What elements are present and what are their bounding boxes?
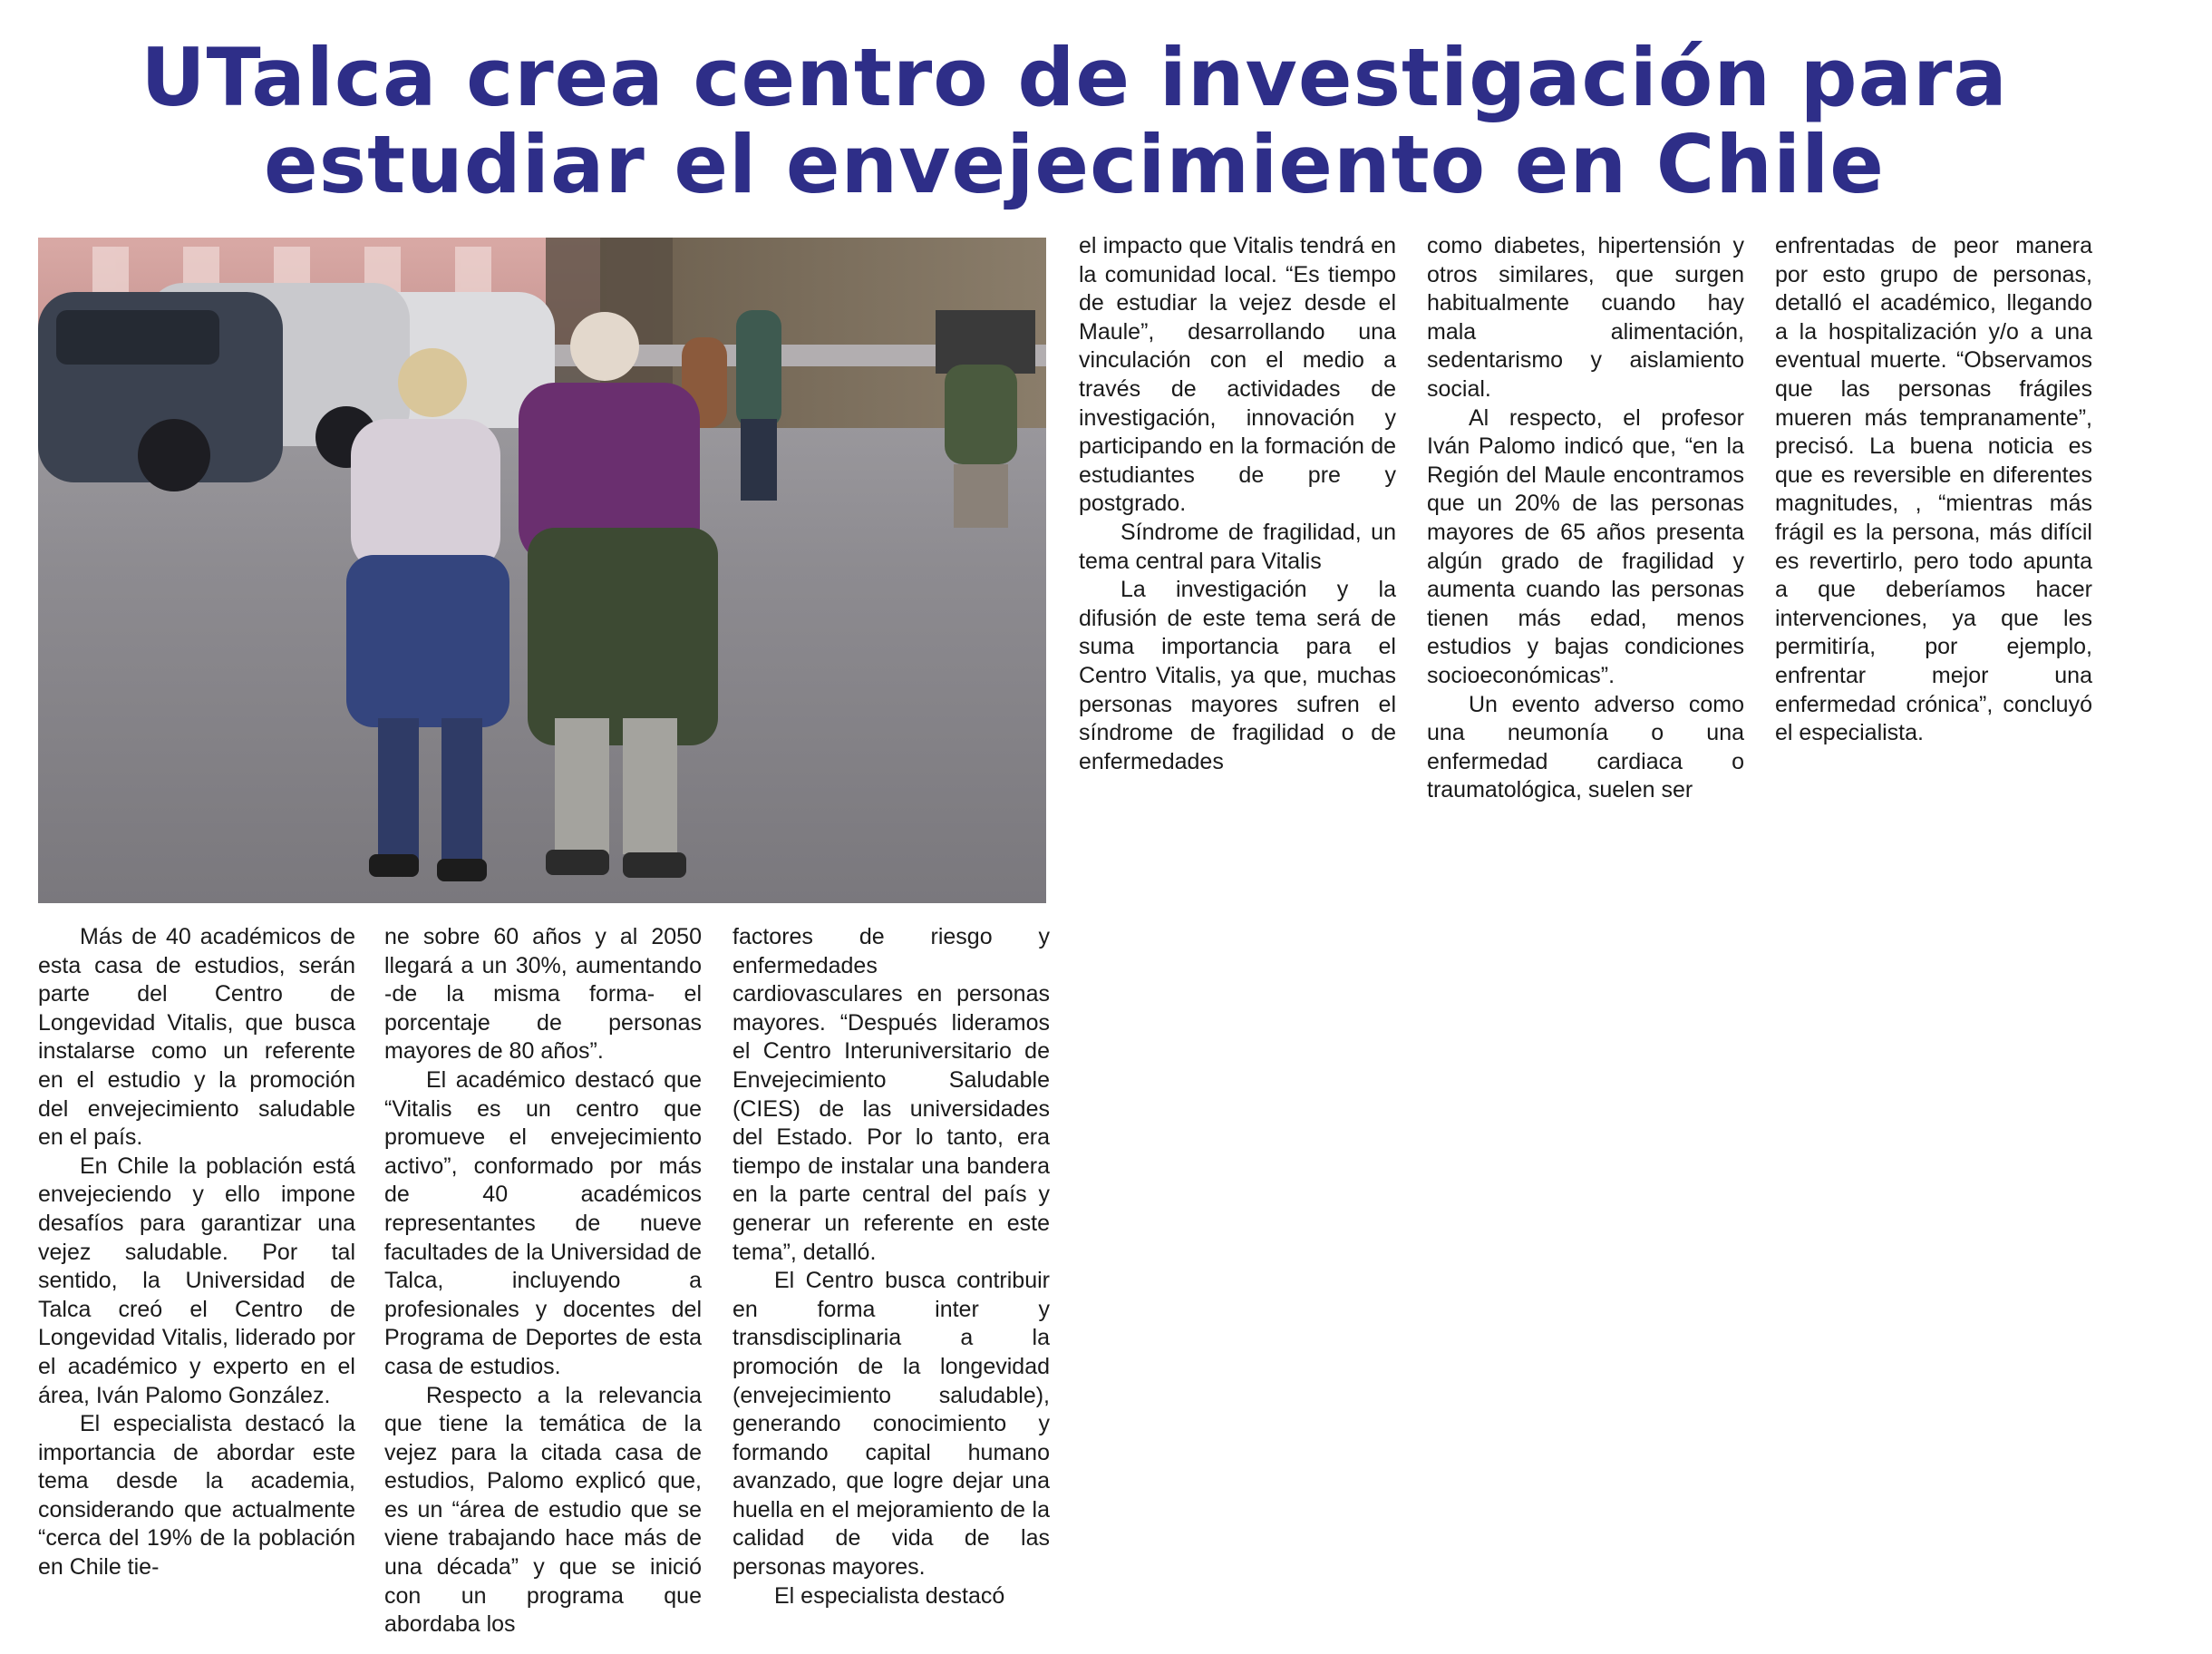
article-column-2 — [384, 923, 702, 1639]
headline-line-1: UTalca crea centro de investigación para — [141, 31, 2008, 124]
article-column-3 — [732, 923, 1050, 1610]
paragraph: El académico destacó que “Vitalis es un centro que promueve el envejecimiento activo”, conformado por más de 40 académicos representantes de nueve facultades de la Universidad de Talca, incluyendo a profesionales y docentes del Programa de Deportes de esta casa de estudios. — [384, 1066, 702, 1379]
paragraph: El Centro busca contribuir en forma inter y transdisciplinaria a la promoción de la longevidad (envejecimiento saludable), generando conocimiento y formando capital humano avanzado, que logre dejar una huella en el mejoramiento de la calidad de vida de las personas mayores. — [732, 1268, 1050, 1581]
subheading: Síndrome de fragilidad, un tema central para Vitalis — [1079, 519, 1396, 574]
paragraph: enfrentadas de peor manera por esto grupo de personas, detalló el académico, llegando a la hospitalización y/o a una eventual muerte. “Observamos que las personas frágiles mueren más tempranamente”, precisó. La buena noticia es que es reversible en diferentes magnitudes, , “mientras más frágil es la persona, más difícil es revertirlo, pero todo apunta a que deberíamos hacer intervenciones, ya que les permitiría, por ejemplo, enfrentar mejor una enfermedad crónica”, concluyó el especialista. — [1775, 233, 2092, 746]
paragraph: En Chile la población está envejeciendo y ello impone desafíos para garantizar una vejez saludable. Por tal sentido, la Universidad de Talca creó el Centro de Longevidad Vitalis, liderado por el académico y experto en el área, Iván Palomo González. — [38, 1153, 355, 1408]
paragraph: El especialista destacó la importancia de abordar este tema desde la academia, considerando que actualmente “cerca del 19% de la población en Chile tie- — [38, 1411, 355, 1581]
paragraph: ne sobre 60 años y al 2050 llegará a un 30%, aumentando -de la misma forma- el porcentaje de personas mayores de 80 años”. — [384, 924, 702, 1065]
headline — [36, 31, 2112, 211]
article-column-4 — [1079, 232, 1396, 776]
paragraph: Respecto a la relevancia que tiene la temática de la vejez para la citada casa de estudios, Palomo explicó que, es un “área de estudio que se viene trabajando hace más de una década” y que se inició con un programa que abordaba los — [384, 1382, 702, 1638]
headline-line-2: estudiar el envejecimiento en Chile — [264, 118, 1885, 211]
article-column-6 — [1775, 232, 2092, 748]
article-column-1 — [38, 923, 355, 1582]
paragraph: Al respecto, el profesor Iván Palomo indicó que, “en la Región del Maule encontramos que un 20% de las personas mayores de 65 años presenta algún grado de fragilidad y aumenta cuando las personas tienen más edad, menos estudios y bajas condiciones socioeconómicas”. — [1427, 404, 1744, 688]
paragraph: Más de 40 académicos de esta casa de estudios, serán parte del Centro de Longevidad Vitalis, que busca instalarse como un referente en el estudio y la promoción del envejecimiento saludable en el país. — [38, 924, 355, 1151]
paragraph: el impacto que Vitalis tendrá en la comunidad local. “Es tiempo de estudiar la vejez desde el Maule”, desarrollando una vinculación con el medio a través de actividades de investigación, innovación y participando en la formación de estudiantes de pre y postgrado. — [1079, 233, 1396, 517]
paragraph: como diabetes, hipertensión y otros similares, que surgen habitualmente cuando hay mala alimentación, sedentarismo y aislamiento social. — [1427, 233, 1744, 402]
paragraph: Un evento adverso como una neumonía o una enfermedad cardiaca o traumatológica, suelen ser — [1427, 691, 1744, 803]
article-column-5 — [1427, 232, 1744, 805]
elderly-couple-walking-photo — [38, 238, 1046, 903]
paragraph: El especialista destacó — [774, 1582, 1005, 1609]
paragraph: La investigación y la difusión de este tema será de suma importancia para el Centro Vitalis, ya que, muchas personas mayores sufren el síndrome de fragilidad o de enfermedades — [1079, 577, 1396, 774]
paragraph: factores de riesgo y enfermedades cardiovasculares en personas mayores. “Después lideramos el Centro Interuniversitario de Envejecimiento Saludable (CIES) de las universidades del Estado. Por lo tanto, era tiempo de instalar una bandera en la parte central del país y generar un referente en este tema”, detalló. — [732, 924, 1050, 1265]
